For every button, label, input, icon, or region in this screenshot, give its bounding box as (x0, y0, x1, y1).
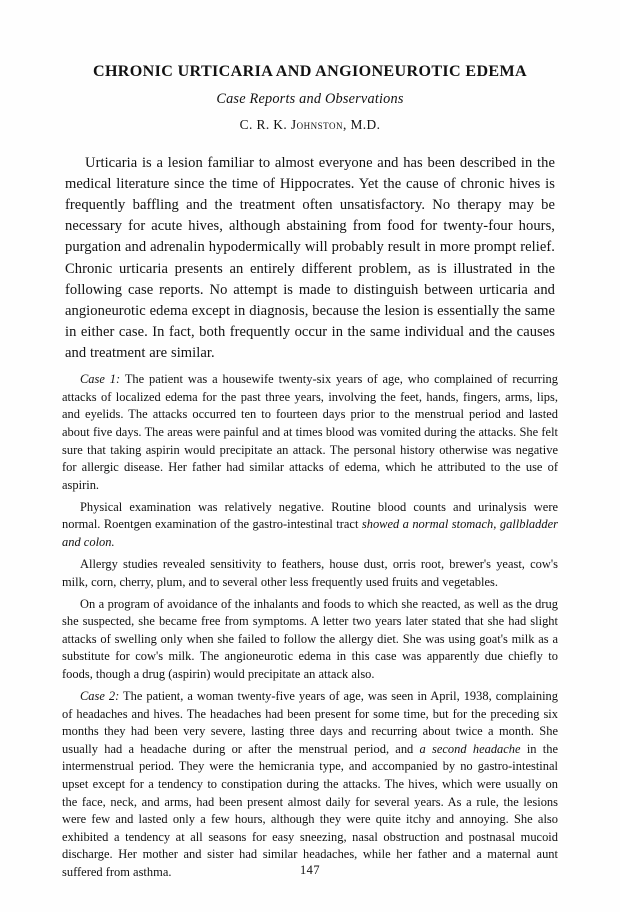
author-initials: C. R. K. (239, 116, 291, 132)
paragraph-case-2 (62, 688, 558, 881)
case-2-label: Case 2: (80, 689, 120, 704)
author-byline (0, 117, 620, 133)
physical-exam-text: Physical examination was relatively negative. Routine blood counts and urinalysis were normal. Roentgen examination of the gastro-intestinal tract (62, 499, 558, 532)
paragraph-allergy-studies: Allergy studies revealed sensitivity to feathers, house dust, orris root, brewer's yeast, cow's milk, corn, cherry, plum, and to several other less frequently used fruits and vegetables. (62, 557, 558, 589)
page-number: 147 (299, 863, 321, 877)
page-subtitle: Case Reports and Observations (216, 90, 404, 107)
case-2-italic-phrase: a second headache (419, 741, 521, 756)
title-block (0, 0, 620, 133)
intro-paragraph: Urticaria is a lesion familiar to almost everyone and has been described in the medical literature since the time of Hippocrates. Yet the cause of chronic hives is frequently baffling and the treatment often unsatisfactory. No therapy may be necessary for acute hives, although abstaining from food for twenty-four hours, purgation and adrenalin hypodermically will probably result in more prompt relief. Chronic urticaria presents an entirely different problem, as is illustrated in the following case reports. No attempt is made to distinguish between urticaria and angioneurotic edema except in diagnosis, because the lesion is essentially the same in either case. In fact, both frequently occur in the same individual and the causes and treatment are similar. (65, 154, 555, 362)
case-2-text-part-b: in the intermenstrual period. They were the hemicrania type, and accompanied by no gastro-intestinal upset except for a tendency to constipation during the attacks. The hives, which were usually on the face, neck, and arms, had been present almost daily for several years. As a rule, the lesions were few and lasted only a few hours, although they were quite itchy and annoying. She also exhibited a tendency at all seasons for easy sneezing, nasal obstruction and postnasal mucoid discharge. Her mother and sister had similar headaches, while her father and a maternal aunt suffered from asthma. (62, 741, 558, 879)
author-surname: Johnston (290, 116, 343, 132)
author-credentials: , M.D. (342, 116, 381, 132)
paragraph-case-1 (62, 371, 558, 494)
physical-exam-italic-finding: showed a normal stomach, gallbladder and colon. (62, 517, 558, 549)
page-title: CHRONIC URTICARIA AND ANGIONEUROTIC EDEMA (92, 63, 528, 80)
case-2-text-part-a: The patient, a woman twenty-five years of age, was seen in April, 1938, complaining of headaches and hives. The headaches had been present for some time, but for the preceding six months they had been very severe, lasting three days and recurring about twice a month. She usually had a headache during or after the menstrual period, and (62, 689, 558, 756)
case-1-label: Case 1: (80, 372, 121, 387)
paragraph-avoidance-program: On a program of avoidance of the inhalants and foods to which she reacted, as well as the drug she suspected, she became free from symptoms. A letter two years later stated that she had slight attacks of swelling only when she failed to follow the allergy diet. She was using goat's milk as a substitute for cow's milk. The angioneurotic edema in this case was apparently due chiefly to foods, though a drug (aspirin) would precipitate an attack also. (62, 596, 558, 682)
case-1-text: The patient was a housewife twenty-six years of age, who complained of recurring attacks of localized edema for the past three years, involving the feet, hands, fingers, arms, lips, and eyelids. The attacks occurred ten to fourteen days prior to the menstrual period and lasted about five days. The areas were painful and at times blood was vomited during the attacks. She felt sure that taking aspirin would precipitate an attack. The personal history otherwise was negative for allergic disease. Her father had similar attacks of edema, which he attributed to the use of aspirin. (62, 372, 558, 492)
case-reports-body (62, 364, 558, 881)
paragraph-physical-exam (62, 499, 558, 552)
